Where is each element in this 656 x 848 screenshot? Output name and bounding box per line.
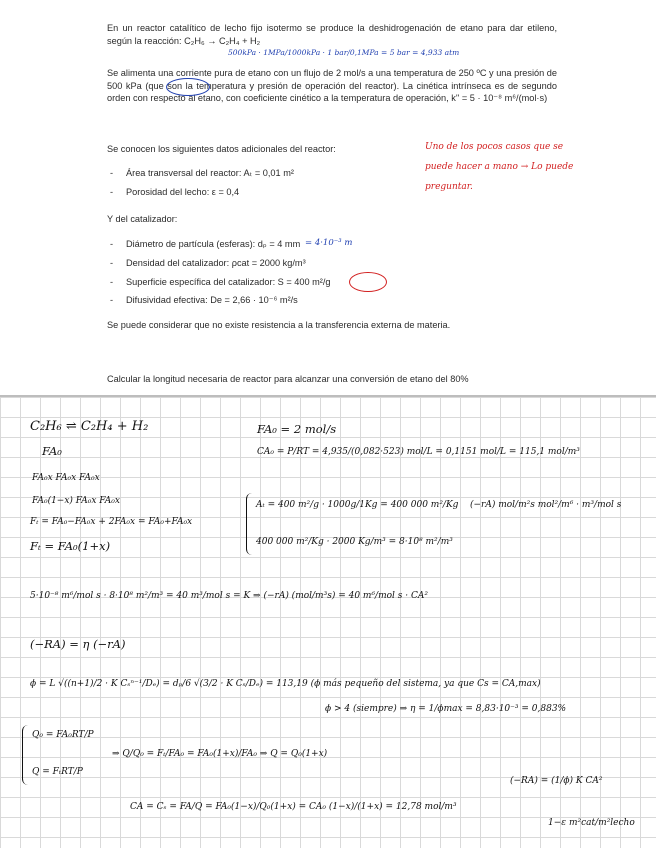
handwritten-notes-grid	[0, 397, 656, 848]
handwritten-red-note: Uno de los pocos casos que se puede hacer a mano → Lo puede preguntar.	[425, 142, 574, 192]
catalyst-data-item: - Difusividad efectiva: De = 2,66 · 10⁻⁶ m²/s	[126, 294, 298, 307]
bed-porosity-note: 1−ε m²cat/m²lecho	[548, 818, 635, 828]
surface-per-volume-calc: 400 000 m²/Kg · 2000 Kg/m³ = 8·10⁸ m²/m³	[256, 537, 453, 547]
feed-flow-value: FA₀ = 2 mol/s	[257, 422, 337, 436]
external-transfer-note: Se puede considerar que no existe resistencia a la transferencia externa de materia.	[107, 320, 451, 330]
catalyst-data-item: - Densidad del catalizador: ρcat = 2000 kg/m³	[126, 257, 306, 270]
observed-rate-expression: (−RA) = (1/ϕ) K CA²	[510, 776, 603, 786]
problem-paragraph-1: En un reactor catalítico de lecho fijo isotermo se produce la deshidrogenación de etano para dar etileno, según la reacción: C₂H₆ → C₂H₄ + H₂	[107, 23, 557, 46]
catalyst-data-intro: Y del catalizador:	[107, 214, 178, 224]
catalyst-data-item: - Diámetro de partícula (esferas): dₚ = 4 mm	[126, 238, 300, 251]
initial-volumetric-flow: Q₀ = FA₀RT/P	[32, 730, 94, 740]
problem-statement	[0, 0, 656, 395]
pressure-conversion-note: 500kPa · 1MPa/1000kPa · 1 bar/0,1MPa = 5 bar = 4,933 atm	[228, 48, 460, 57]
effectiveness-definition: (−RA) = η (−rA)	[30, 637, 126, 651]
brace	[22, 725, 29, 785]
effectiveness-factor-result: ϕ > 4 (siempre) ⇒ η = 1/ϕmax = 8,83·10⁻³ = 0,883%	[325, 704, 567, 714]
problem-question: Calcular la longitud necesaria de reactor para alcanzar una conversión de etano del 80%	[107, 374, 469, 384]
volumetric-flow-ratio: ⇒ Q/Q₀ = Fₜ/FA₀ = FA₀(1+x)/FA₀ ⇒ Q = Q₀(1+x)	[112, 749, 328, 759]
stoich-change-row: FA₀x FA₀x FA₀x	[32, 473, 100, 483]
units-circle-mark	[349, 272, 387, 292]
reactor-data-item: - Área transversal del reactor: Aₜ = 0,01 m²	[126, 167, 294, 180]
initial-concentration-calc: CA₀ = P/RT = 4,935/(0,082·523) mol/L = 0,1151 mol/L = 115,1 mol/m³	[257, 447, 580, 457]
reaction-equation: C₂H₆ ⇌ C₂H₄ + H₂	[30, 419, 149, 434]
pressure-circle-mark	[166, 78, 210, 96]
reactor-data-intro: Se conocen los siguientes datos adicionales del reactor:	[107, 144, 336, 154]
stoich-feed-row: FA₀	[42, 444, 62, 458]
particle-diameter-conversion: = 4·10⁻³ m	[305, 238, 353, 248]
problem-paragraph-2: Se alimenta una corriente pura de etano con un flujo de 2 mol/s a una temperatura de 250 ºC y una presión de 500 kPa (que son la temperatura y presión de operación del reactor). La cinética intrínseca es de segundo orden con respecto al etano, con coeficiente cinético a la temperatura de operación, k'' = 5 · 10⁻⁸ m⁶/(mol·s)	[107, 68, 557, 103]
rate-units-note: (−rA) mol/m²s mol²/m⁶ · m³/mol s	[470, 500, 622, 510]
stoich-final-row: FA₀(1−x) FA₀x FA₀x	[32, 496, 120, 506]
brace	[246, 493, 253, 555]
total-flow-derivation: Fₜ = FA₀−FA₀x + 2FA₀x = FA₀+FA₀x	[30, 517, 193, 527]
kinetic-constant-calc: 5·10⁻⁸ m⁶/mol s · 8·10⁸ m²/m³ = 40 m³/mol s = K ⇒ (−rA) (mol/m³s) = 40 m⁶/mol s · CA²	[30, 591, 428, 601]
surface-concentration-calc: CA = Cₛ = FA/Q = FA₀(1−x)/Q₀(1+x) = CA₀ (1−x)/(1+x) = 12,78 mol/m³	[130, 802, 457, 812]
total-flow-result: Fₜ = FA₀(1+x)	[30, 539, 111, 553]
reactor-data-item: - Porosidad del lecho: ε = 0,4	[126, 186, 239, 199]
thiele-modulus-calc: ϕ = L √((n+1)/2 · K Cₛⁿ⁻¹/Dₑ) = dₚ/6 √(3/2 · K Cₛ/Dₑ) = 113,19 (ϕ más pequeño del sistema, ya que Cs = CA,max)	[30, 679, 541, 689]
catalyst-data-item: - Superficie específica del catalizador: S = 400 m²/g	[126, 276, 331, 289]
volumetric-flow: Q = FₜRT/P	[32, 767, 83, 777]
surface-area-conversion: Aₜ = 400 m²/g · 1000g/1Kg = 400 000 m²/Kg	[256, 500, 459, 510]
